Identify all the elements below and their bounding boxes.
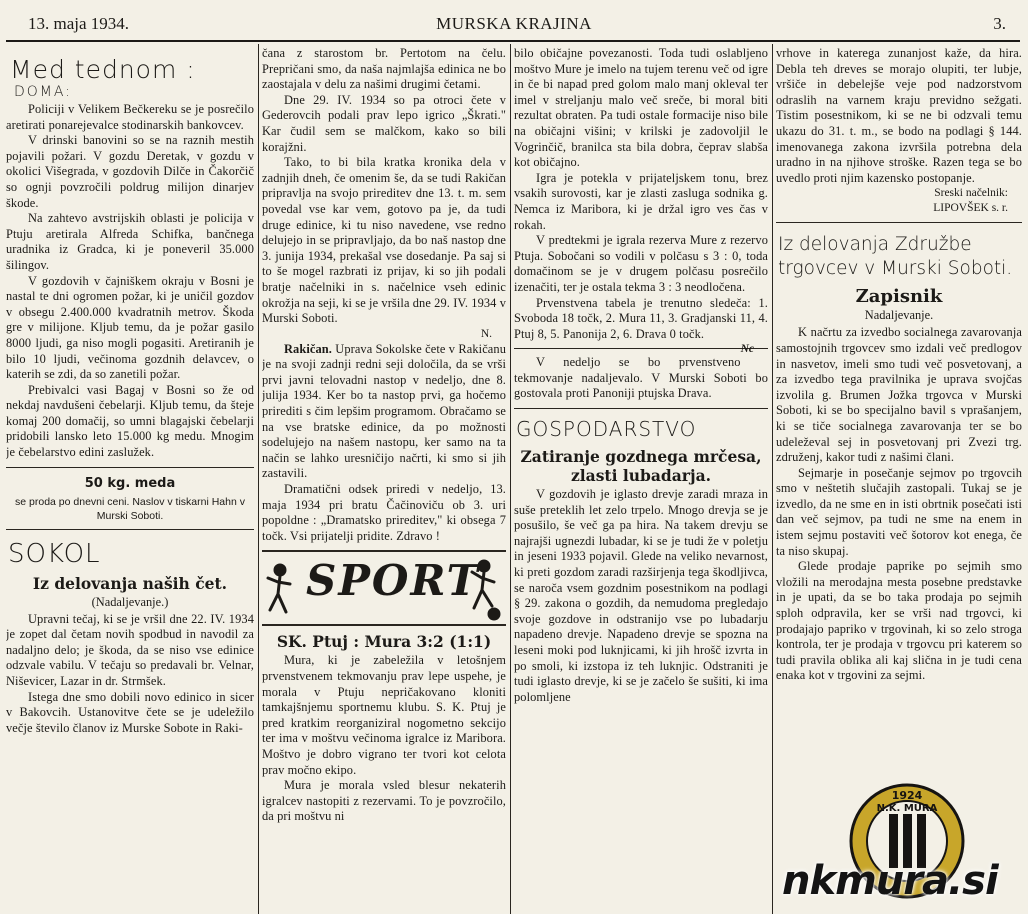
paragraph: V drinski banovini so se na raznih mestih pojavili požari. V gozdu Deretak, v gozdu v okolici Višegrada, v gozdovih Dilče in Čakorčič so ognji povzročili poldrug milijon dinarjev škode. [6,133,254,210]
paragraph: V gozdovih je iglasto drevje zaradi mraza in suše preteklih let zelo trpelo. Mnogo drevja se je posušilo, še več ga pa hira. Na takem drevju se najrajši ugnezdi lubadar, ki se je tudi že v poletju in jeseni 1933 pojavil. Glede na veliko nevarnost, ki preti gozdom zaradi razširjenja tega škodljivca, se naroča vsem gozdnim posestnikom na podlagi § 29. zakona o gozdih, da nemudoma pregledajo svoje gozdove in odstranijo vse po lubadarju napadeno drevje. Napadeno drevje se spozna na leseni moki pod luknjicami, ki jih hrošč izvrta in po smoli, ki izstopa iz teh luknjic. Odstraniti je tudi iglasto drevje, ki se je začelo še sušiti, ki ima polomljene [514,487,768,704]
paragraph: Policiji v Velikem Bečkereku se je posrečilo aretirati ponarejevalce stodinarskih bankovcev. [6,102,254,132]
page-number: 3. [993,14,1006,33]
paragraph: Glede prodaje paprike po sejmih smo vložili na merodajna mesta posebne predstavke in je upati, da se bo taka prodaja po sejmih sploh odpravila, ker se vrši nad trgovci, ki prodajajo papriko v trgovinah, ki so zelo stroga kontrola, ter je prodaja v trgovcu pri katerem so tudi pravila oblika ali kaj slična in je tudi cena enaka kot v trgovini za sejmi. [776,559,1022,683]
divider [776,222,1022,223]
issue-date: 13. maja 1934. [28,14,130,33]
logo-year: 1924 [891,789,923,802]
article-title: Iz delovanja naših čet. [32,573,228,593]
logo-club: N.K. MURA [876,803,938,814]
paragraph [262,342,506,482]
article-title: Zatiranje gozdnega mrčesa, zlasti lubadarja. [520,447,762,486]
article-title: Zapisnik [855,286,943,308]
paragraph: Igra je potekla v prijateljskem tonu, brez vsakih surovosti, kar je zlasti zasluga sodnika g. Nemca iz Maribora, ki je držal igro ves čas v rokah. [514,170,768,232]
column-3 [514,46,768,914]
column-1 [6,46,254,914]
ad-title: 50 kg. meda [84,475,176,491]
sport-banner-title: SPORT [306,556,480,606]
section-heading-zdruzba: Iz delovanja Združbe trgovcev v Murski Soboti. [778,234,1013,280]
section-heading-sokol: SOKOL [8,538,101,569]
paragraph-text: Uprava Sokolske čete v Rakičanu je na svoji zadnji redni seji določila, da se vrši prvi javni telovadni nastop v nedeljo, dne 8. julija 1934. Ker bo ta nastop prvi, ga hočemo prirediti s čim lepšim programom. Obračamo se na vse bratske edinice, da po možnosti sodelujejo na našem nastopu, ker samo na ta način se lahko uresničijo načrti, ki smo si jih zastavili. [262,341,506,481]
signature-title: Sreski načelnik: [934,187,1008,200]
page-header [0,0,1028,40]
sport-banner [262,550,506,626]
signature-name: LIPOVŠEK s. r. [933,202,1008,215]
section-heading-med-tednom: Med tednom : [10,55,196,84]
paragraph: Na zahtevo avstrijskih oblasti je policija v Ptuju aretirala Alfreda Schifka, bančnega uradnika iz Gradca, ki je poneveril 35.000 šilingov. [6,211,254,272]
paragraph: V nedeljo se bo prvenstveno tekmovanje nadaljevalo. V Murski Soboti bo gostovala proti Panoniji ptujska Drava. [514,355,768,401]
author-initials: Nc [740,343,754,356]
column-rule [510,44,511,914]
paragraph: Prvenstvena tabela je trenutno sledeča: 1. Svoboda 18 točk, 2. Mura 11, 3. Gradjanski 11, 4. Ptuj 8, 5. Panonija 2, 6. Drava 0 točk. [514,295,768,341]
section-heading-gospodarstvo: GOSPODARSTVO [516,417,697,442]
article-subtitle: (Nadaljevanje.) [91,594,169,609]
paragraph: K načrtu za izvedbo socialnega zavarovanja samostojnih trgovcev smo izdali več predlogov in nasvetov, imeli smo tudi več posvetovanj, a za izvedbo tega pravilnika je uprava svojčas izvolila g. Brumen Jožka trgovca v Murski Soboti, ki se bo specijalno bavil s vprašanjem, ki se tiče socialnega zavarovanja ter se bo udeleževal sej in posvetovanj pri Zvezi trg. združenj, kakor tudi z našimi člani. [776,325,1022,465]
article-title: SK. Ptuj : Mura 3:2 (1:1) [276,632,492,652]
paragraph: Dne 29. IV. 1934 so pa otroci čete v Gederovcih podali prav lepo igrico „Škrati." Kar čudil sem se malčkom, kako so bili korajžni. [262,92,506,154]
paragraph: Prebivalci vasi Bagaj v Bosni so že od nekdaj navdušeni čebelarji. Kljub temu, da šteje komaj 200 domačij, so umni blagajski čebelarji pridobili lansko leto 15.000 kg medu. Mnogim je čebelarstvo edini zaslužek. [6,382,254,460]
divider [6,529,254,530]
divider [6,467,254,468]
ad-text: se proda po dnevni ceni. Naslov v tiskarni Hahn v Murski Soboti. [15,495,245,522]
header-rule [6,40,1020,42]
paragraph: V predtekmi je igrala rezerva Mure z rezervo Ptuja. Sobočani so vodili v polčasu s 3 : 0, toda domačinom se je v drugem polčasu posrečilo izenačiti, ter je ostala tekma 3 : 3 neodločena. [514,233,768,294]
subheading-doma: DOMA: [14,84,72,100]
paragraph: Upravni tečaj, ki se je vršil dne 22. IV. 1934 je zopet dal četam novih spodbud in navodil za nadaljno delo; je škoda, da se niso vse edinice odzvale vabilu. V tečaju so predavali br. Velnar, Niševicer, Lazar in dr. Strmšek. [6,611,254,689]
column-rule [258,44,259,914]
paragraph: čana z starostom br. Pertotom na čelu. Prepričani smo, da naša najmlajša edinica ne bo zaostajala v delu za našimi drugimi četami. [262,46,506,92]
paragraph: Sejmarje in posečanje sejmov po trgovcih smo v neštetih slučajih zastopali. Tukaj se je izvedlo, da ne sme en in isti obrtnik posečati isti dan več sejmov, pa tudi ne sme na enem in istem sejmu postaviti več šotorov kot enega, če ta niso skupaj. [776,465,1022,558]
paragraph: Mura je morala vsled blesur nekaterih igralcev nastopiti z rezervami. To je povzročilo, da pri moštvu ni [262,778,506,824]
paragraph: vrhove in katerega zunanjost kaže, da hira. Debla teh dreves se morajo olupiti, ter lubje, vršiče in debelejše veje pod nadzorstvom odraslih na varnem kraju previdno sežgati. Tistim posestnikom, ki se ne bi odzvali temu ukazu do 31. t. m., se bodo na podlagi § 144. imenovanega zakona izvršila potrebna dela uradno in na njihove stroške. Razen tega se bo uvedlo proti njim kazensko postopanje. [776,46,1022,185]
divider [514,348,768,349]
signature: N. [480,327,492,340]
paragraph: Dramatični odsek priredi v nedeljo, 13. maja 1934 pri bratu Čačinoviču ob 3. uri popoldne : „Dramatsko prireditev," ki obsega 7 točk. Vsi prijatelji pridite. Zdravo ! [262,482,506,543]
paragraph: Tako, to bi bila kratka kronika dela v zadnjih dneh, če omenim še, da se tudi Rakičan pripravlja na svojo prireditev dne 13. t. m. sem povedal vse kar vem, gotovo pa je, da tudi druge edinice, ki tu niso navedene, vse redno delujejo in se pripravljajo, da bo naš nastop dne 3. junija 1934, prekašal vse dosedanje. Pa saj si to še mogel razbrati iz prijav, ki so jih podali bratje načelniki in s. načelnice vseh edinic okrožja na seji, ki se je vršila dne 29. IV. 1934 v Murski Soboti. [262,155,506,326]
paragraph: Istega dne smo dobili novo edinico in sicer v Bakovcih. Ustanovitve čete se je udeležilo večje število članov iz Murske Sobote in Raki- [6,689,254,735]
paragraph: V gozdovih v čajniškem okraju v Bosni je nastal te dni ogromen požar, ki je uničil gozdov v obsegu 2.400.000 kvadratnih metrov. Škoda gre v milijone. Kljub temu, da je požar gasilo 8000 ljudi, ga niso mogli pogasiti. Aretiranih je bilo 10 ljudi, večinoma gozdnih delavcev, o katerih se zdi, da so zanetili požar. [6,273,254,382]
paragraph: Mura, ki je zabeležila v letošnjem prvenstvenem tekmovanju prav lepe uspehe, je morala v Ptuju nepričakovano kloniti tamkajšnjemu sportnemu klubu. S. K. Ptuj je pred kratkim reorganiziral nogometno sekcijo ter ima v moštvu večinoma igralce iz Maribora. Moštvo je dobro vigrano ter tvori kot celota prav močno ekipo. [262,653,506,777]
column-rule [772,44,773,914]
paragraph: bilo običajne povezanosti. Toda tudi oslabljeno moštvo Mure je imelo na tujem terenu več od igre in če bi napad pred golom malo manj okleval ter imel v streljanju malo več sreče, bi moral biti rezultat obraten. Pa tudi ostale formacije niso bile na običajni višini; v krilski je zadovoljil le Vogrinčič, branilca sta bila dobra, čeprav slabša kot običajno. [514,46,768,170]
article-subtitle: Nadaljevanje. [864,308,934,323]
column-2 [262,46,506,914]
newspaper-title: MURSKA KRAJINA [436,14,592,33]
place-lead: Rakičan. [284,341,332,356]
watermark: nkmura.si [782,858,998,904]
divider [514,408,768,409]
